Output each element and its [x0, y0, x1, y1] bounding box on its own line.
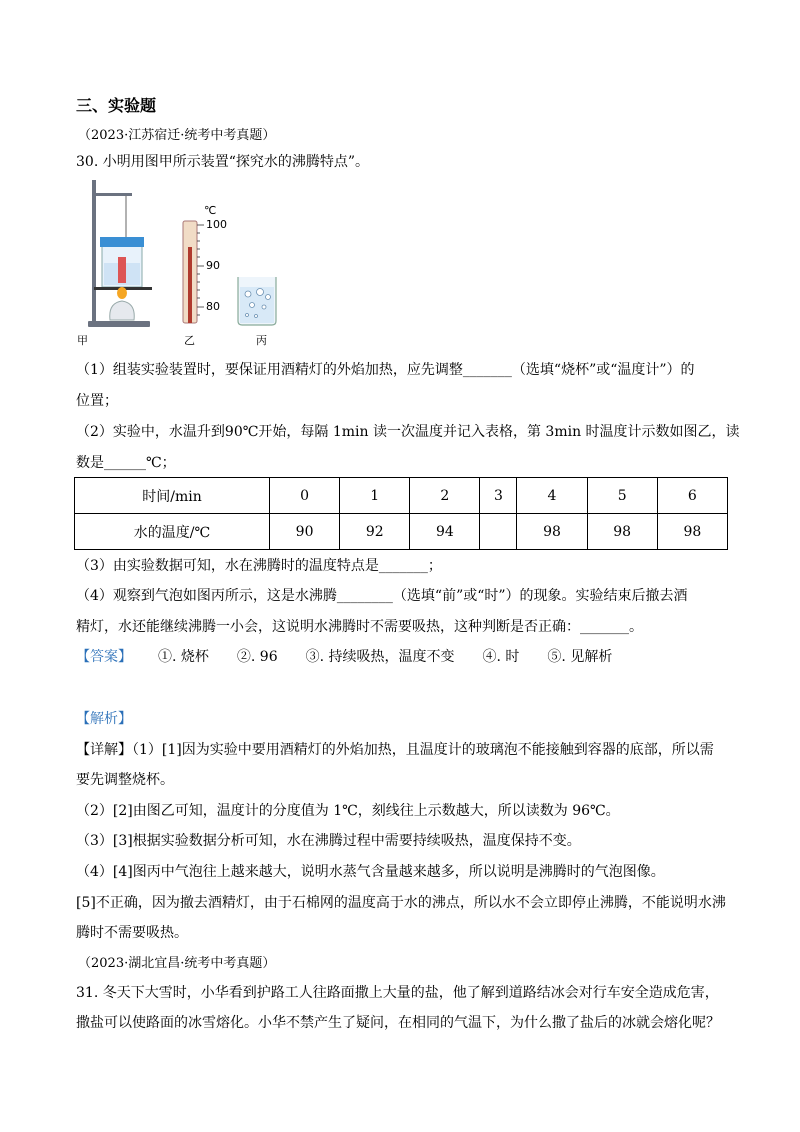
q31-line2: 撒盐可以使路面的冰雪熔化。小华不禁产生了疑问，在相同的气温下，为什么撒了盐后的冰就会熔化呢？ [76, 1015, 720, 1031]
detail-4: （4）[4]图丙中气泡往上越来越大，说明水蒸气含量越来越多，所以说明是沸腾时的气泡图像。 [76, 864, 665, 880]
q30-part4-line2: 精灯，水还能继续沸腾一小会，这说明水沸腾时不需要吸热，这种判断是否正确：_______。 [76, 619, 643, 635]
table-cell: 90 [270, 514, 340, 550]
q30-source: （2023·江苏宿迁·统考中考真题） [78, 128, 276, 143]
table-cell: 98 [587, 514, 657, 550]
detail-5-line1: [5]不正确，因为撤去酒精灯，由于石棉网的温度高于水的沸点，所以水不会立即停止沸腾，不能说明水沸 [76, 895, 726, 911]
q30-part4-line1: （4）观察到气泡如图丙所示，这是水沸腾________（选填“前”或“时”）的现象。实验结束后撤去酒 [76, 588, 688, 604]
table-cell: 98 [517, 514, 587, 550]
table-cell: 1 [340, 478, 410, 514]
experiment-figure-svg [80, 175, 310, 345]
figure-bing-beaker [238, 277, 276, 325]
table-cell: 92 [340, 514, 410, 550]
q30-part1-line1: （1）组装实验装置时，要保证用酒精灯的外焰加热，应先调整_______（选填“烧杯”或“温度计”）的 [76, 362, 695, 378]
q30-part1-line2: 位置； [76, 393, 118, 409]
table-header-temp: 水的温度/℃ [75, 514, 270, 550]
figure-yi-thermometer [183, 221, 204, 323]
answers: ①. 烧杯 ②. 96 ③. 持续吸热，温度不变 ④. 时 ⑤. 见解析 [158, 649, 613, 665]
answer-tag: 【答案】 [76, 649, 132, 665]
data-table [74, 477, 728, 550]
table-row [75, 514, 728, 550]
q31-line1: 31. 冬天下大雪时，小华看到护路工人往路面撒上大量的盐，他了解到道路结冰会对行车安全造成危害， [76, 985, 719, 1001]
table-cell: 6 [657, 478, 727, 514]
table-cell: 98 [657, 514, 727, 550]
q30-part2-line2: 数是______℃； [76, 455, 176, 471]
table-cell: 3 [480, 478, 517, 514]
detail-3: （3）[3]根据实验数据分析可知，水在沸腾过程中需要持续吸热，温度保持不变。 [76, 833, 581, 849]
detail-5-line2: 腾时不需要吸热。 [76, 925, 188, 941]
table-cell: 94 [410, 514, 480, 550]
table-header-time: 时间/min [75, 478, 270, 514]
figure-jia-apparatus [88, 180, 152, 327]
detail-1-line1: 【详解】（1）[1]因为实验中要用酒精灯的外焰加热，且温度计的玻璃泡不能接触到容器的底部，所以需 [76, 742, 714, 758]
q31-source: （2023·湖北宜昌·统考中考真题） [78, 956, 276, 971]
table-row [75, 478, 728, 514]
table-cell: 2 [410, 478, 480, 514]
table-cell [480, 514, 517, 550]
table-cell: 5 [587, 478, 657, 514]
detail-2: （2）[2]由图乙可知，温度计的分度值为 1℃，刻线往上示数越大，所以读数为 96℃。 [76, 803, 620, 819]
table-cell: 4 [517, 478, 587, 514]
detail-1-line2: 要先调整烧杯。 [76, 772, 174, 788]
thermometer-unit: ℃ [204, 204, 217, 217]
q30-part2-line1: （2）实验中，水温升到90℃开始，每隔 1min 读一次温度并记入表格，第 3min 时温度计示数如图乙，读 [76, 424, 740, 440]
table-cell: 0 [270, 478, 340, 514]
thermometer-tick-90: 90 [206, 259, 220, 272]
analysis-tag: 【解析】 [76, 711, 132, 727]
q30-part3: （3）由实验数据可知，水在沸腾时的温度特点是_______； [76, 558, 442, 574]
q30-figure [77, 175, 310, 349]
figure-label-jia: 甲 [77, 334, 88, 347]
thermometer-tick-100: 100 [206, 218, 227, 231]
figure-label-yi: 乙 [184, 334, 195, 347]
thermometer-tick-80: 80 [206, 300, 220, 313]
figure-label-bing: 丙 [256, 334, 267, 347]
section-title: 三、实验题 [76, 96, 157, 115]
q30-stem: 30. 小明用图甲所示装置“探究水的沸腾特点”。 [76, 154, 370, 170]
